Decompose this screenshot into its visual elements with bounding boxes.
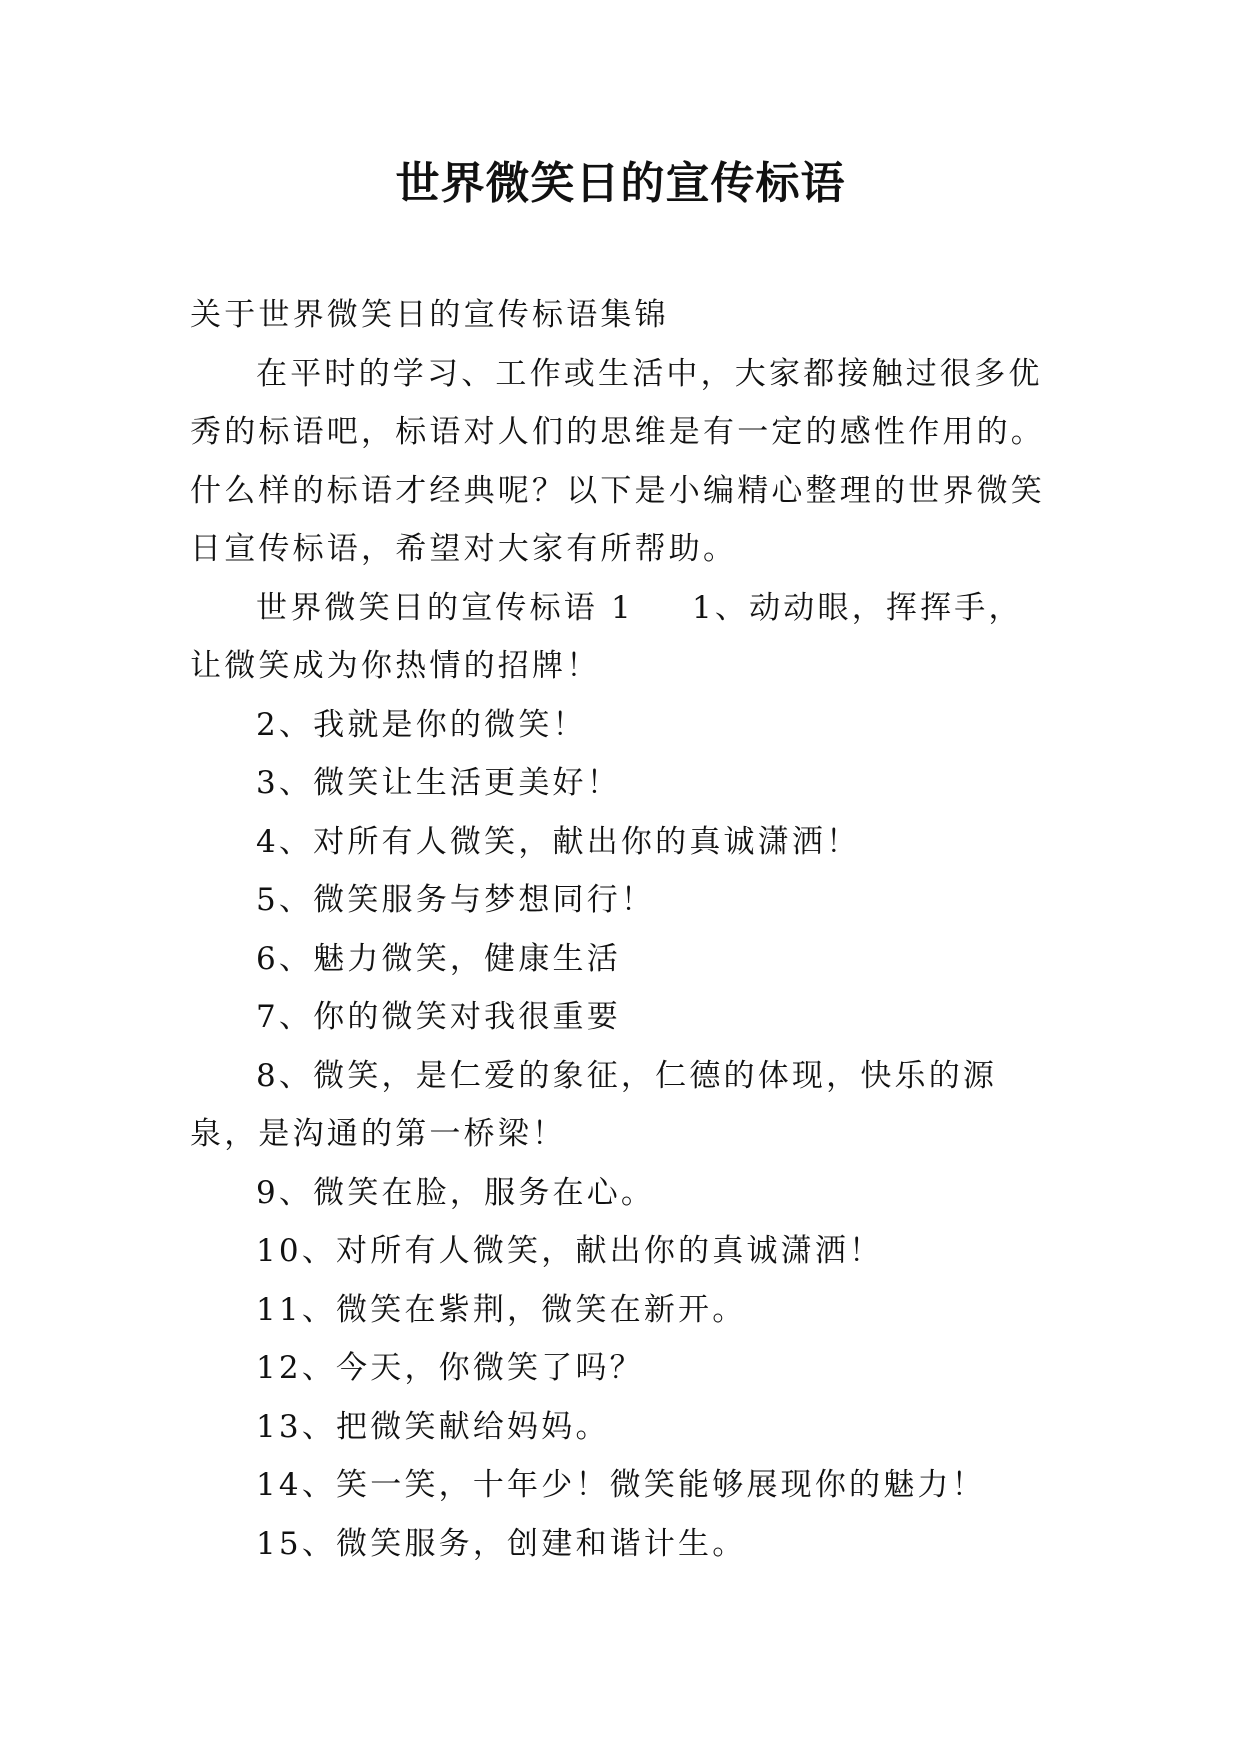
- document-body: [190, 286, 1052, 1573]
- slogan-item-1: 1、动动眼，挥挥手，让微笑成为你热情的招牌！: [190, 589, 1023, 684]
- section-heading: 世界微笑日的宣传标语 1: [256, 589, 634, 626]
- document-subtitle: 关于世界微笑日的宣传标语集锦: [190, 297, 669, 333]
- slogan-item-6: 6、魅力微笑，健康生活: [256, 940, 621, 977]
- slogan-item-3: 3、微笑让生活更美好！: [256, 765, 621, 801]
- slogan-item-13: 13、把微笑献给妈妈。: [256, 1408, 610, 1445]
- slogan-item-7: 7、你的微笑对我很重要: [256, 999, 621, 1035]
- slogan-item-14: 14、笑一笑，十年少！微笑能够展现你的魅力！: [256, 1467, 986, 1503]
- slogan-item-12: 12、今天，你微笑了吗？: [256, 1350, 644, 1386]
- section-paragraph: [190, 579, 1052, 696]
- intro-paragraph: 在平时的学习、工作或生活中，大家都接触过很多优秀的标语吧，标语对人们的思维是有一定的感性作用的。什么样的标语才经典呢？以下是小编精心整理的世界微笑日宣传标语，希望对大家有所帮助。: [190, 355, 1045, 567]
- slogan-item-4: 4、对所有人微笑，献出你的真诚潇洒！: [256, 823, 861, 860]
- slogan-item-9: 9、微笑在脸，服务在心。: [256, 1174, 656, 1211]
- slogan-item-10: 10、对所有人微笑，献出你的真诚潇洒！: [256, 1233, 884, 1269]
- slogan-item-5: 5、微笑服务与梦想同行！: [256, 882, 656, 918]
- slogan-item-2: 2、我就是你的微笑！: [256, 706, 587, 743]
- slogan-item-11: 11、微笑在紫荆，微笑在新开。: [256, 1291, 747, 1328]
- slogan-item-15: 15、微笑服务，创建和谐计生。: [256, 1525, 747, 1562]
- slogan-item-8: 8、微笑，是仁爱的象征，仁德的体现，快乐的源泉，是沟通的第一桥梁！: [190, 1057, 998, 1152]
- document-title: 世界微笑日的宣传标语: [395, 158, 846, 209]
